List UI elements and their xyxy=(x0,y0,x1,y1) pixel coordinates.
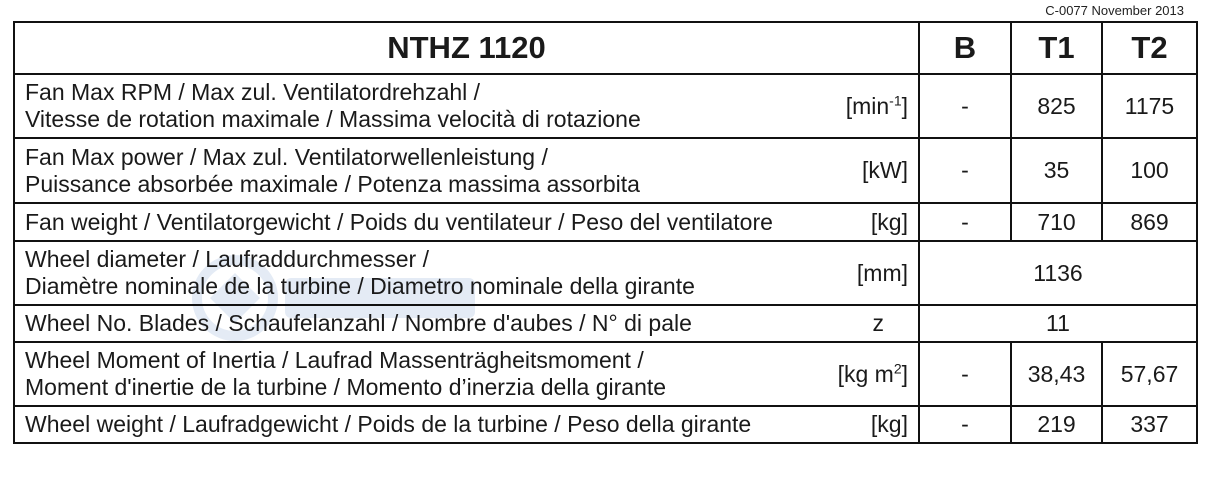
row-description xyxy=(14,342,919,406)
table-row-max-rpm xyxy=(14,74,1197,138)
row-label-line1: Fan weight / Ventilatorgewicht / Poids du ventilateur / Peso del ventilatore xyxy=(25,208,773,235)
table-row-wheel-blades xyxy=(14,305,1197,342)
cell-t2: 57,67 xyxy=(1102,342,1197,406)
row-label-line1: Wheel weight / Laufradgewicht / Poids de la turbine / Peso della girante xyxy=(25,411,752,437)
table-row-fan-weight xyxy=(14,203,1197,241)
row-label-line2: Diamètre nominale de la turbine / Diametro nominale della girante xyxy=(25,273,695,299)
row-label-line2: Vitesse de rotation maximale / Massima velocità di rotazione xyxy=(25,106,641,132)
table-header-row xyxy=(14,22,1197,74)
cell-b: - xyxy=(919,138,1011,203)
row-label-line2: Puissance absorbée maximale / Potenza massima assorbita xyxy=(25,170,640,197)
cell-t1: 35 xyxy=(1011,138,1102,203)
row-label-line1: Fan Max power / Max zul. Ventilatorwellenleistung / xyxy=(25,143,548,170)
cell-t2: 869 xyxy=(1102,203,1197,241)
cell-b: - xyxy=(919,203,1011,241)
cell-t1: 38,43 xyxy=(1011,342,1102,406)
row-unit: $[\min^{-1}]$ xyxy=(845,91,908,119)
row-unit: [kW] xyxy=(862,157,908,183)
document-reference: C-0077 November 2013 xyxy=(1045,3,1184,18)
row-description xyxy=(14,74,919,138)
row-unit: [kg] xyxy=(870,411,908,437)
row-description xyxy=(14,305,919,342)
cell-b: - xyxy=(919,406,1011,443)
cell-merged-value: 1136 xyxy=(919,241,1197,305)
row-description xyxy=(14,406,919,443)
row-unit: [kg $m^2$] xyxy=(837,359,908,387)
table-row-wheel-weight xyxy=(14,406,1197,443)
row-label-line2: Moment d'inertie de la turbine / Momento d’inerzia della girante xyxy=(25,374,667,400)
cell-t2: 1175 xyxy=(1102,74,1197,138)
row-unit: [mm] xyxy=(856,259,908,286)
fan-spec-table xyxy=(13,21,1198,444)
table-row-max-power xyxy=(14,138,1197,203)
cell-b: - xyxy=(919,74,1011,138)
cell-merged-value: 11 xyxy=(919,305,1197,342)
model-heading: NTHZ 1120 xyxy=(14,22,919,74)
table-row-moment-of-inertia xyxy=(14,342,1197,406)
row-description xyxy=(14,241,919,305)
cell-t2: 337 xyxy=(1102,406,1197,443)
column-b-heading: B xyxy=(919,22,1011,74)
row-label-line1: Wheel diameter / Laufraddurchmesser / xyxy=(25,246,429,272)
row-label-line1: Wheel No. Blades / Schaufelanzahl / Nombre d'aubes / N° di pale xyxy=(25,310,692,336)
row-unit: [kg] xyxy=(870,208,908,235)
cell-b: - xyxy=(919,342,1011,406)
row-unit: z xyxy=(872,310,884,336)
row-label-line1: Fan Max RPM / Max zul. Ventilatordrehzahl / xyxy=(25,79,481,105)
row-label-line1: Wheel Moment of Inertia / Laufrad Massenträgheitsmoment / xyxy=(25,347,644,373)
cell-t1: 825 xyxy=(1011,74,1102,138)
cell-t2: 100 xyxy=(1102,138,1197,203)
row-description xyxy=(14,203,919,241)
cell-t1: 219 xyxy=(1011,406,1102,443)
table-row-wheel-diameter xyxy=(14,241,1197,305)
column-t2-heading: T2 xyxy=(1102,22,1197,74)
column-t1-heading: T1 xyxy=(1011,22,1102,74)
cell-t1: 710 xyxy=(1011,203,1102,241)
row-description xyxy=(14,138,919,203)
